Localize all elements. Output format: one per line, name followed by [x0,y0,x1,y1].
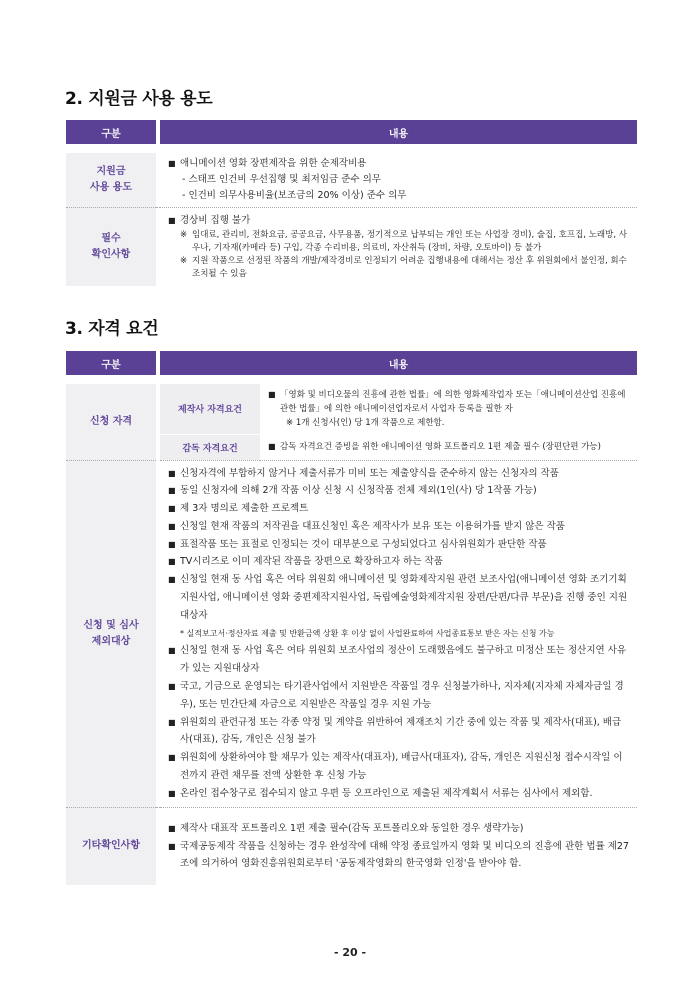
list-item: ■ 신청일 현재 작품의 저작권을 대표신청인 혹은 제작사가 보유 또는 이용허가를 받지 않은 작품 [168,520,565,532]
list-item: ■ TV시리즈로 이미 제작된 작품을 장편으로 확장하고자 하는 작품 [168,556,443,568]
list-item: ■ 표절작품 또는 표절로 인정되는 것이 대부분으로 구성되었다고 심사위원회가 판단한 작품 [168,538,547,550]
row-label-qualification: 신청 자격 [66,384,156,460]
list-item: ■ 온라인 접수창구로 접수되지 않고 우편 등 오프라인으로 제출된 제작계획서 서류는 심사에서 제외함. [168,787,593,799]
exclusion-content [160,460,637,807]
producer-qualification-content: ■ 「영화 및 비디오물의 진흥에 관한 법률」에 의한 영화제작업자 또는「애니메이션산업 진흥에 관한 법률」에 의한 애니메이션업자로서 사업자 등록을 필한 자 ※ 1개 신청사(인) 당 1개 작품으로 제한함. [268,390,626,428]
other-content [160,807,637,885]
list-item: ■ 위원회에 상환하여야 할 채무가 있는 제작사(대표자), 배급사(대표자), 감독, 개인은 지원신청 접수시작일 이전까지 관련 채무를 전액 상환한 후 신청 가능 [168,752,623,782]
list-item: ■ 신청자격에 부합하지 않거나 제출서류가 미비 또는 제출양식을 준수하지 않는 신청자의 작품 [168,467,559,479]
list-item: ■ 신청일 현재 동 사업 혹은 여타 위원회 보조사업의 정산이 도래했음에도 불구하고 미정산 또는 정산지연 사유가 있는 지원대상자 [168,645,627,675]
header-content: 내용 [160,351,637,375]
section2-table [66,120,637,286]
row-label-exclusion: 신청 및 심사 제외대상 [66,460,156,807]
list-item: ■ 국제공동제작 작품을 신청하는 경우 완성작에 대해 약정 종료일까지 영화 및 비디오의 진흥에 관한 법률 제27조에 의거하여 영화진흥위원회로부터 '공동제작영화의 한국영화 인정'을 받아야 함. [168,840,629,870]
producer-qualification-label: 제작사 자격요건 [160,384,260,434]
row-label-required: 필수 확인사항 [66,208,156,286]
list-item: ■ 신청일 현재 동 사업 혹은 여타 위원회 애니메이션 및 영화제작지원 관련 보조사업(애니메이션 영화 조기기획지원사업, 애니메이션 영화 중편제작지원사업, 독립예술영화제작지원 장편/단편/다큐 부문)을 진행 중인 지원대상자 [168,574,628,621]
director-qualification-content: ■ 감독 자격요건 증빙을 위한 애니메이션 영화 포트폴리오 1편 제출 필수 (장편단편 가능) [260,434,637,460]
usage-content: ■ 애니메이션 영화 장편제작을 위한 순제작비용 - 스태프 인건비 우선집행 및 최저임금 준수 의무 - 인건비 의무사용비율(보조금의 20% 이상) 준수 의무 [160,153,637,208]
page-number: - 20 - [333,946,367,959]
row-label-other: 기타확인사항 [66,807,156,885]
section3-title: 3. 자격 요건 [65,319,159,339]
section3-table [66,351,637,885]
row-label-usage: 지원금 사용 용도 [66,153,156,208]
exclusion-note: * 실적보고서·정산자료 제출 및 반환금액 상환 후 이상 없이 사업완료하여 사업종료통보 받은 자는 신청 가능 [180,628,555,638]
header-category: 구분 [66,120,156,144]
list-item: ■ 제 3자 명의로 제출한 프로젝트 [168,503,309,515]
list-item: ■ 국고, 기금으로 운영되는 타기관사업에서 지원받은 작품일 경우 신청불가하나, 지자체(지자체 자체자금일 경우), 또는 민간단체 자금으로 지원받은 작품일 경우 지원 가능 [168,681,624,710]
list-item: ■ 동일 신청자에 의해 2개 작품 이상 신청 시 신청작품 전체 제외(1인(사) 당 1작품 가능) [168,485,537,497]
list-item: ■ 위원회의 관련규정 또는 각종 약정 및 계약을 위반하여 제재조치 기간 중에 있는 작품 및 제작사(대표), 배급사(대표), 감독, 개인은 신청 불가 [168,716,622,746]
header-category: 구분 [66,351,156,375]
header-content: 내용 [160,120,637,144]
required-content: ■ 경상비 집행 불가 ※ 임대료, 관리비, 전화요금, 공공요금, 사무용품, 정기적으로 납부되는 개인 또는 사업장 경비), 술집, 호프집, 노래방, 사우나, 기자재(카메라 등) 구입, 각종 수리비용, 의료비, 자산취득 (장비, 차량, 오토바이) 등 불가 ※ 지원 작품으로 선정된 작품의 개발/제작경비로 인정되기 어려운 집행내용에 대해서는 정산 후 위원회에서 불인정, 회수 조치될 수 있음 [168,214,627,279]
director-qualification-label: 감독 자격요건 [160,434,260,460]
section2-title: 2. 지원금 사용 용도 [65,89,213,109]
list-item: ■ 제작사 대표작 포트폴리오 1편 제출 필수(감독 포트폴리오와 동일한 경우 생략가능) [168,823,524,835]
